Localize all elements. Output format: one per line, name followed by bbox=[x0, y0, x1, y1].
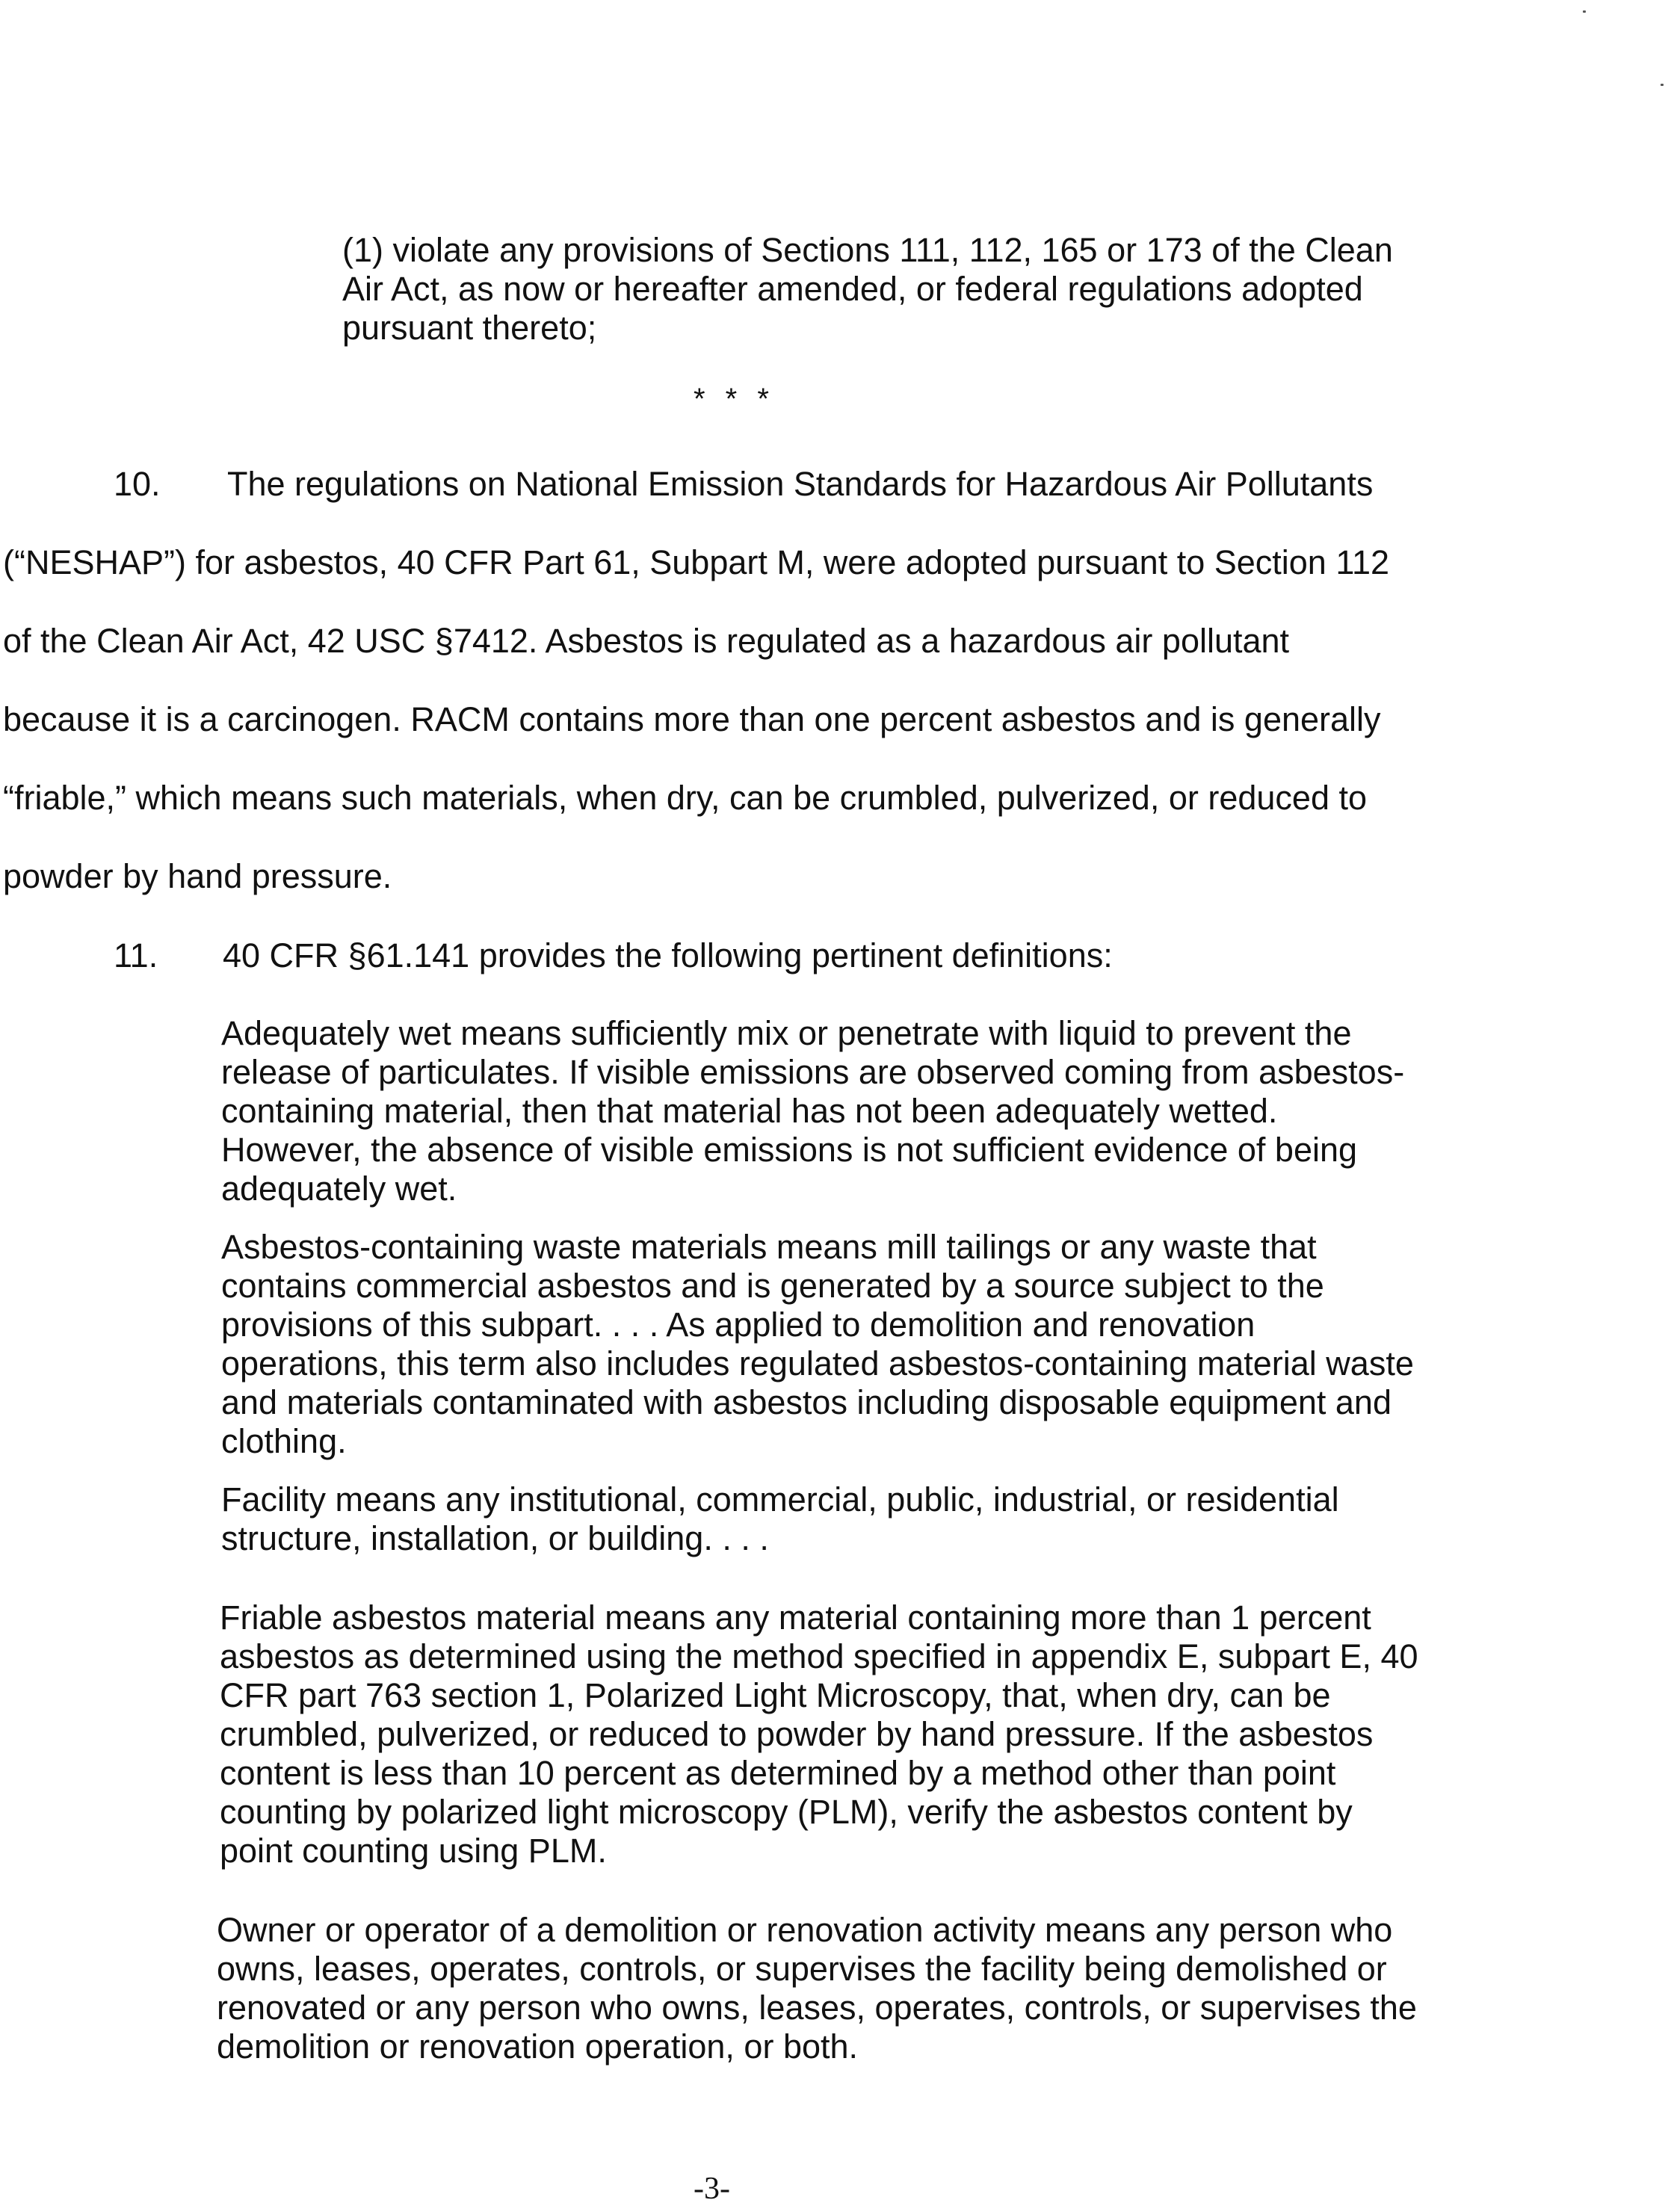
quote-clause-line: (1) violate any provisions of Sections 111, 112, 165 or 173 of the Clean bbox=[342, 231, 1393, 269]
definition-line: provisions of this subpart. . . . As applied to demolition and renovation bbox=[221, 1306, 1256, 1344]
definition-line: Friable asbestos material means any material containing more than 1 percent bbox=[220, 1598, 1371, 1637]
definition-line: clothing. bbox=[221, 1422, 347, 1460]
definition-line: counting by polarized light microscopy (PLM), verify the asbestos content by bbox=[220, 1793, 1353, 1831]
page-number: -3- bbox=[694, 2172, 730, 2206]
definition-line: content is less than 10 percent as determined by a method other than point bbox=[220, 1754, 1336, 1792]
paragraph-line: “friable,” which means such materials, when dry, can be crumbled, pulverized, or reduced to bbox=[3, 779, 1368, 817]
definition-line: renovated or any person who owns, leases, operates, controls, or supervises the bbox=[217, 1989, 1417, 2027]
definition-line: and materials contaminated with asbestos including disposable equipment and bbox=[221, 1383, 1392, 1421]
definition-line: release of particulates. If visible emissions are observed coming from asbestos- bbox=[221, 1053, 1405, 1091]
paragraph-line: (“NESHAP”) for asbestos, 40 CFR Part 61, Subpart M, were adopted pursuant to Section 112 bbox=[3, 543, 1390, 581]
definition-line: CFR part 763 section 1, Polarized Light Microscopy, that, when dry, can be bbox=[220, 1676, 1331, 1714]
quote-clause-line: pursuant thereto; bbox=[342, 309, 597, 347]
definition-line: demolition or renovation operation, or both. bbox=[217, 2027, 859, 2066]
definition-line: Adequately wet means sufficiently mix or penetrate with liquid to prevent the bbox=[221, 1014, 1352, 1052]
ellipsis-stars: * * * bbox=[694, 383, 775, 415]
scan-speck bbox=[1583, 10, 1586, 13]
paragraph-number: 10. bbox=[114, 465, 161, 503]
paragraph-line: because it is a carcinogen. RACM contains more than one percent asbestos and is generally bbox=[3, 700, 1381, 738]
definition-line: containing material, then that material has not been adequately wetted. bbox=[221, 1092, 1278, 1130]
paragraph-line: of the Clean Air Act, 42 USC §7412. Asbestos is regulated as a hazardous air pollutant bbox=[3, 622, 1290, 660]
definition-line: However, the absence of visible emissions is not sufficient evidence of being bbox=[221, 1131, 1358, 1169]
scan-speck bbox=[1661, 84, 1664, 86]
definition-line: contains commercial asbestos and is generated by a source subject to the bbox=[221, 1267, 1324, 1305]
definition-line: Facility means any institutional, commercial, public, industrial, or residential bbox=[221, 1480, 1339, 1519]
definition-line: crumbled, pulverized, or reduced to powder by hand pressure. If the asbestos bbox=[220, 1715, 1374, 1753]
definition-line: asbestos as determined using the method specified in appendix E, subpart E, 40 bbox=[220, 1637, 1418, 1675]
definition-line: operations, this term also includes regulated asbestos-containing material waste bbox=[221, 1344, 1414, 1382]
quote-clause-line: Air Act, as now or hereafter amended, or federal regulations adopted bbox=[342, 270, 1363, 308]
definition-line: point counting using PLM. bbox=[220, 1832, 607, 1870]
definition-line: structure, installation, or building. . . . bbox=[221, 1519, 769, 1557]
paragraph-number: 11. bbox=[114, 936, 158, 974]
paragraph-line: The regulations on National Emission Standards for Hazardous Air Pollutants bbox=[227, 465, 1374, 503]
definition-line: Owner or operator of a demolition or renovation activity means any person who bbox=[217, 1911, 1393, 1949]
definition-line: adequately wet. bbox=[221, 1170, 457, 1208]
definition-line: owns, leases, operates, controls, or supervises the facility being demolished or bbox=[217, 1950, 1387, 1988]
definition-line: Asbestos-containing waste materials means mill tailings or any waste that bbox=[221, 1228, 1317, 1266]
paragraph-intro: 40 CFR §61.141 provides the following pertinent definitions: bbox=[223, 936, 1113, 974]
paragraph-line: powder by hand pressure. bbox=[3, 857, 392, 895]
